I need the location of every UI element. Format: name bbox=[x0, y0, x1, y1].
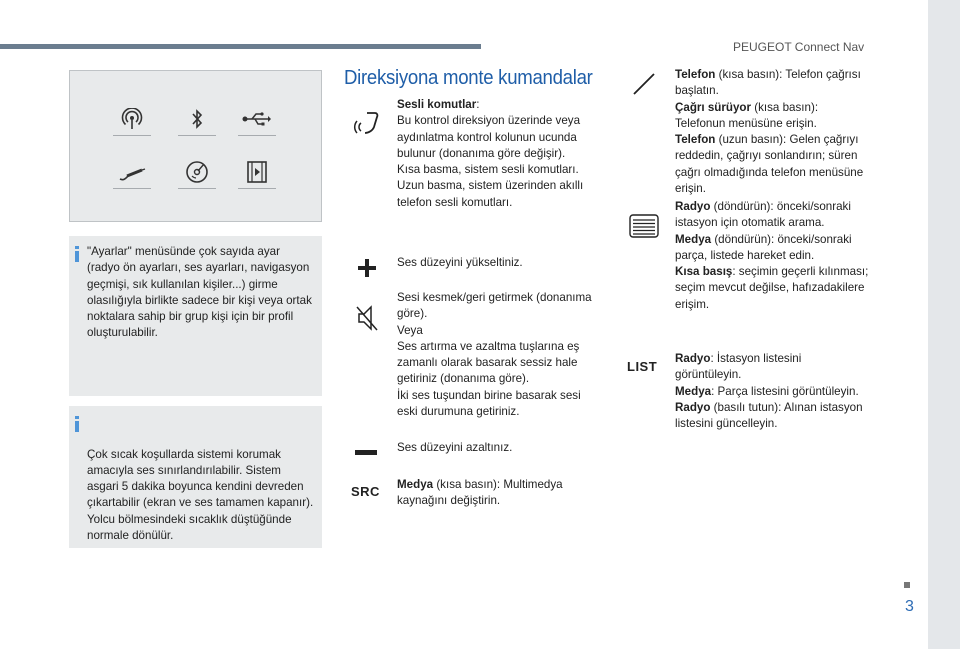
thumbwheel-icon bbox=[628, 213, 660, 239]
icon-underline bbox=[113, 135, 151, 136]
media-rotate-text: (döndürün): önceki/sonraki parça, listede hareket edin. bbox=[675, 232, 852, 262]
src-button-icon: SRC bbox=[351, 484, 380, 499]
info-marker-icon bbox=[75, 246, 79, 262]
list-radio-hold-label: Radyo bbox=[675, 400, 711, 414]
list-radio-hold-text: (basılı tutun): Alınan istasyon listesini güncelleyin. bbox=[675, 400, 863, 431]
note-text: Çok sıcak koşullarda sistemi korumak amacıyla ses sınırlandırılabilir. Sistem asgari 5 dakika boyunca kendini devreden çıkartabilir (ekran ve ses tamamen kapanır). Yolcu bölmesindeki sıcaklık düştüğünde normale dönülür. bbox=[87, 447, 314, 543]
thumbwheel-description bbox=[675, 199, 870, 313]
phone-text-short: (kısa basın): Telefon çağrısı başlatın. bbox=[675, 68, 861, 98]
phone-icon bbox=[630, 70, 658, 98]
call-ongoing-label: Çağrı sürüyor bbox=[675, 100, 752, 114]
media-source-icon-panel bbox=[69, 70, 322, 222]
note-text: "Ayarlar" menüsünde çok sayıda ayar (radyo ön ayarları, ses ayarları, navigasyon geçmişi, sık kullanılan kişiler...) girme olasılığıyla birlikte sadece bir kişi veya ortak noktalara sahip bir grup kişi için bir profil oluşturulabilir. bbox=[87, 245, 312, 340]
phone-text-long: (uzun basın): Gelen çağrıyı reddedin, çağrıyı sonlandırın; süren çağrı olmadığında telefon menüsüne erişin. bbox=[675, 133, 864, 196]
phone-description bbox=[675, 67, 870, 197]
aux-jack-icon bbox=[117, 162, 147, 186]
volume-up-icon bbox=[356, 257, 378, 279]
list-description bbox=[675, 351, 870, 432]
call-ongoing-text: (kısa basın): Telefonun menüsüne erişin. bbox=[675, 100, 819, 130]
page-marker bbox=[904, 582, 910, 588]
src-text: (kısa basın): Multimedya kaynağını değiştirin. bbox=[397, 478, 563, 508]
disc-icon bbox=[182, 160, 212, 184]
mute-description: Sesi kesmek/geri getirmek (donanıma göre). Veya Ses artırma ve azaltma tuşlarına eş zamanlı olarak basarak sessiz hale getiriniz (donanıma göre). İki ses tuşundan birine basarak sesi eski durumuna getiriniz. bbox=[397, 291, 592, 419]
src-description bbox=[397, 477, 592, 510]
mute-icon bbox=[354, 302, 380, 334]
page-edge-strip bbox=[928, 0, 960, 649]
phone-label-short: Telefon bbox=[675, 68, 716, 81]
info-marker-icon bbox=[75, 416, 79, 432]
phone-label-long: Telefon bbox=[675, 133, 716, 147]
product-name: PEUGEOT Connect Nav bbox=[733, 40, 865, 54]
icon-underline bbox=[238, 135, 276, 136]
short-press-label: Kısa basış bbox=[675, 265, 733, 279]
voice-command-description bbox=[397, 97, 592, 211]
src-label: Medya bbox=[397, 478, 434, 491]
radio-rotate-text: (döndürün): önceki/sonraki istasyon için otomatik arama. bbox=[675, 200, 851, 230]
voice-command-text: Bu kontrol direksiyon üzerinde veya aydınlatma kontrol kolunun ucunda bulunur (donanıma göre değişir). Kısa basma, sistem sesli komutları. Uzun basma, sistem üzerinden akıllı telefon sesli komutları. bbox=[397, 114, 584, 209]
list-button-icon: LIST bbox=[627, 359, 658, 374]
list-media-text: : Parça listesini görüntüleyin. bbox=[711, 384, 859, 398]
section-title: Direksiyona monte kumandalar bbox=[344, 67, 593, 89]
short-press-text: : seçimin geçerli kılınması; seçim mevcut değilse, hafızadakilere erişim. bbox=[675, 265, 869, 311]
usb-icon bbox=[242, 107, 272, 131]
page-number: 3 bbox=[905, 598, 914, 615]
header-rule bbox=[0, 44, 481, 49]
video-icon bbox=[242, 160, 272, 184]
voice-command-icon bbox=[352, 108, 384, 140]
bluetooth-icon bbox=[182, 107, 212, 131]
radio-rotate-label: Radyo bbox=[675, 200, 711, 213]
note-temperature bbox=[69, 406, 322, 548]
list-media-label: Medya bbox=[675, 384, 712, 398]
voice-command-label: Sesli komutlar bbox=[397, 98, 477, 111]
volume-down-description: Ses düzeyini azaltınız. bbox=[397, 441, 513, 454]
icon-underline bbox=[178, 135, 216, 136]
broadcast-icon bbox=[117, 107, 147, 131]
list-radio-label: Radyo bbox=[675, 352, 711, 365]
note-profile bbox=[69, 236, 322, 396]
volume-down-icon bbox=[354, 448, 378, 458]
icon-underline bbox=[238, 188, 276, 189]
list-radio-text: : İstasyon listesini görüntüleyin. bbox=[675, 352, 802, 382]
label-colon: : bbox=[476, 98, 480, 111]
icon-underline bbox=[178, 188, 216, 189]
volume-up-description: Ses düzeyini yükseltiniz. bbox=[397, 256, 523, 269]
icon-underline bbox=[113, 188, 151, 189]
media-rotate-label: Medya bbox=[675, 232, 712, 246]
